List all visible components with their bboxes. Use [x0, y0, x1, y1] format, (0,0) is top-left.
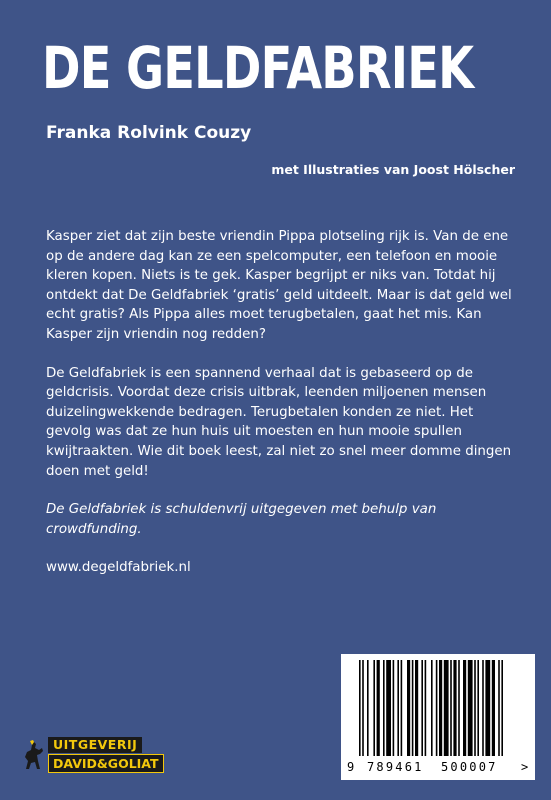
- barcode-digit-suffix: >: [521, 760, 529, 774]
- barcode-bar: [477, 660, 479, 756]
- barcode-bar: [436, 660, 438, 756]
- barcode-bar: [397, 660, 399, 756]
- publisher-name-line1: UITGEVERIJ: [48, 737, 142, 753]
- barcode-bar: [485, 660, 490, 756]
- publisher-logo: [20, 737, 200, 773]
- barcode-bars: [341, 654, 535, 758]
- isbn-barcode: [341, 654, 535, 780]
- barcode-digits-group2: 500007: [441, 760, 498, 774]
- barcode-bar: [359, 660, 361, 756]
- barcode-bar: [498, 660, 500, 756]
- barcode-bar: [501, 660, 503, 756]
- barcode-bar: [439, 660, 442, 756]
- barcode-bar: [425, 660, 427, 756]
- horse-rider-icon: [20, 739, 44, 771]
- crowdfunding-note: De Geldfabriek is schuldenvrij uitgegeven met behulp van crowdfunding.: [46, 502, 437, 537]
- barcode-bar: [468, 660, 473, 756]
- barcode-bar: [373, 660, 375, 756]
- barcode-bar: [377, 660, 380, 756]
- author-name: Franka Rolvink Couzy: [46, 123, 252, 143]
- barcode-bar: [492, 660, 495, 756]
- barcode-bar: [362, 660, 364, 756]
- blurb-paragraph: De Geldfabriek is een spannend verhaal dat is gebaseerd op de geldcrisis. Voordat deze crisis uitbrak, leenden miljoenen mensen duizelingwekkende bedragen. Terugbetalen konden ze niet. Het gevolg was dat ze hun huis uit moesten en hun mooie spullen kwijtraakten. Wie dit boek leest, zal niet zo snel meer domme dingen doen met geld!: [46, 365, 512, 479]
- blurb-paragraph: Kasper ziet dat zijn beste vriendin Pippa plotseling rijk is. Van de ene op de andere dag kan ze een spelcomputer, een telefoon en mooie kleren kopen. Niets is te gek. Kasper begrijpt er niks van. Totdat hij ontdekt dat De Geldfabriek ‘gratis’ geld uitdeelt. Maar is dat geld wel echt gratis? Als Pippa alles moet terugbetalen, gaat het mis. Kan Kasper zijn vriendin nog redden?: [46, 229, 512, 342]
- barcode-bar: [383, 660, 385, 756]
- barcode-bar: [421, 660, 423, 756]
- barcode-bar: [412, 660, 414, 756]
- illustrator-credit: met Illustraties van Joost Hölscher: [271, 162, 515, 177]
- barcode-digit-first: 9: [347, 760, 355, 774]
- barcode-bar: [407, 660, 410, 756]
- barcode-bar: [393, 660, 395, 756]
- barcode-bar: [474, 660, 476, 756]
- barcode-bar: [367, 660, 369, 756]
- barcode-bar: [453, 660, 456, 756]
- barcode-bar: [386, 660, 391, 756]
- barcode-digits-group1: 789461: [367, 760, 424, 774]
- barcode-bar: [458, 660, 460, 756]
- barcode-bar: [463, 660, 466, 756]
- barcode-number: [341, 758, 535, 776]
- publisher-name-line2: DAVID&GOLIAT: [48, 754, 164, 773]
- barcode-bar: [431, 660, 433, 756]
- barcode-bar: [482, 660, 484, 756]
- barcode-bar: [401, 660, 403, 756]
- barcode-bar: [450, 660, 452, 756]
- blurb-text: [46, 227, 516, 597]
- barcode-bar: [415, 660, 418, 756]
- book-title: DE GELDFABRIEK: [42, 34, 474, 102]
- barcode-bar: [444, 660, 449, 756]
- website-link[interactable]: www.degeldfabriek.nl: [46, 560, 191, 576]
